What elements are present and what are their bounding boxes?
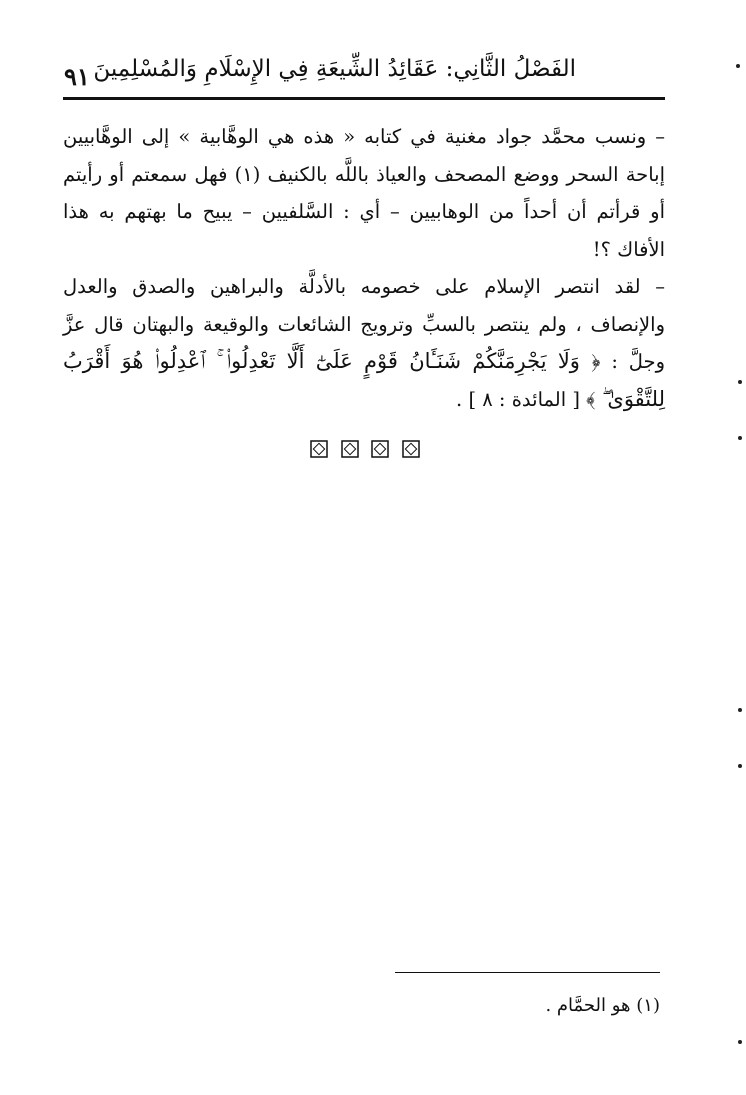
scan-speck [736, 64, 740, 68]
ornament-icon [371, 440, 389, 458]
scan-speck [738, 436, 742, 440]
quran-verse: ﴿ وَلَا يَجْرِمَنَّكُمْ شَنَـَٔانُ قَوْمٍ عَلَىٰٓ أَلَّا تَعْدِلُوا۟ ۚ ٱعْدِلُوا۟ هُوَ أَقْرَبُ لِلتَّقْوَىٰ ۖ ﴾ [63, 349, 665, 411]
ornament-icon [341, 440, 359, 458]
paragraph-1: – ونسب محمَّد جواد مغنية في كتابه « هذه هي الوهَّابية » إلى الوهَّابيين إباحة السحر ووضع المصحف والعياذ باللَّه بالكنيف (١) فهل سمعتم أو رأيتم أو قرأتم أن أحداً من الوهابيين – أي : السَّلفيين – يبيح ما بهتهم به هذا الأفاك ؟! [63, 125, 665, 261]
paragraph-2-text: – لقد انتصر الإسلام على خصومه بالأدلَّة والبراهين والصدق والعدل والإنصاف ، ولم ينتصر بالسبِّ وترويج الشائعات والوقيعة والبهتان قال عزَّ وجلَّ : [63, 275, 665, 373]
paragraph-2 [63, 268, 665, 418]
scan-speck [738, 1040, 742, 1044]
page-number: ٩١ [64, 62, 90, 91]
running-title: الفَصْلُ الثَّانِي: عَقَائِدُ الشِّيعَةِ فِي الإِسْلَامِ وَالمُسْلِمِينَ [93, 56, 576, 82]
footnote-divider [395, 972, 660, 973]
main-text [63, 118, 665, 418]
ornament-icon [402, 440, 420, 458]
verse-citation: [ المائدة : ٨ ] . [456, 387, 580, 411]
footnote: (١) هو الحمَّام . [545, 995, 660, 1016]
ornament-icon [310, 440, 328, 458]
header-divider [63, 97, 665, 100]
scan-speck [738, 764, 742, 768]
scan-speck [738, 380, 742, 384]
section-separator [310, 440, 420, 462]
scan-speck [738, 708, 742, 712]
